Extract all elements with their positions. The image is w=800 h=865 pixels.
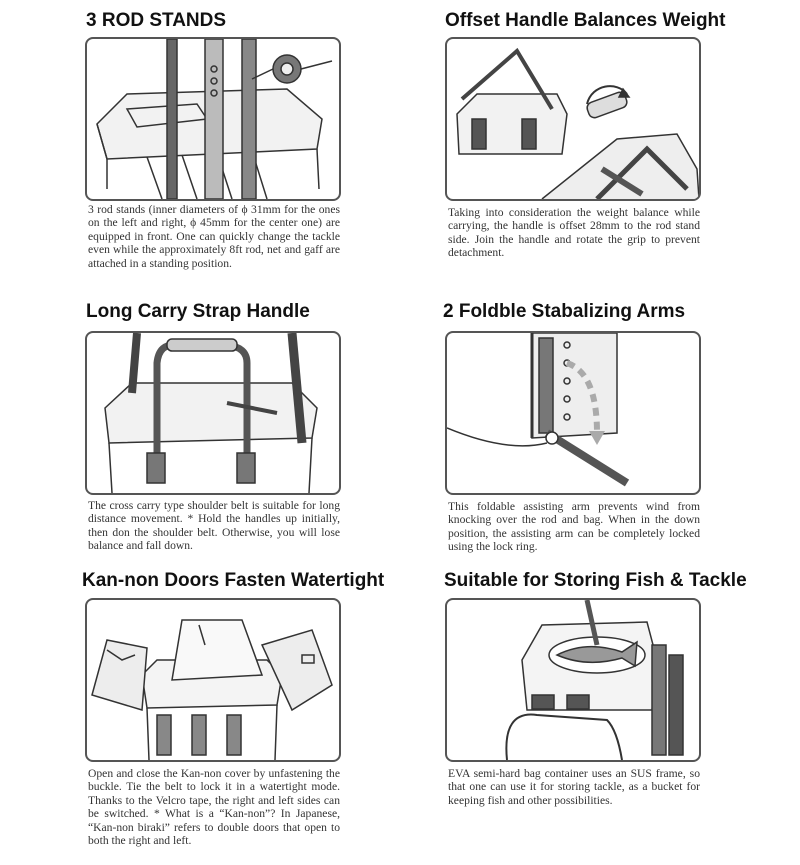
feature-description: Open and close the Kan-non cover by unfastening the buckle. Tie the belt to lock it in a watertight mode. Thanks to the Velcro tape, the right and left sides can be switched. * What is a “Kan-non”? In Japanese, “Kan-non biraki” refers to double doors that open to both the right and left. xyxy=(88,767,340,848)
carry-strap-illustration xyxy=(85,331,341,495)
feature-title: Kan-non Doors Fasten Watertight xyxy=(82,570,385,591)
feature-title: 3 ROD STANDS xyxy=(86,10,227,31)
kan-non-doors-illustration xyxy=(85,598,341,762)
feature-description: Taking into consideration the weight balance while carrying, the handle is offset 28mm to the rod stand side. Join the handle and rotate the grip to prevent detachment. xyxy=(448,206,700,260)
feature-description: 3 rod stands (inner diameters of ϕ 31mm for the ones on the left and right, ϕ 45mm for the center one) are equipped in front. One can quickly change the tackle even while the approximately 8ft rod, net and gaff are attached in a standing position. xyxy=(88,203,340,270)
feature-title: 2 Foldble Stabalizing Arms xyxy=(443,301,686,322)
stabilizing-arm-illustration xyxy=(445,331,701,495)
feature-carry-strap xyxy=(86,301,348,323)
feature-kan-non-doors xyxy=(82,570,385,592)
feature-offset-handle xyxy=(445,10,726,32)
feature-title: Suitable for Storing Fish & Tackle xyxy=(444,570,747,591)
feature-title: Long Carry Strap Handle xyxy=(86,301,310,322)
feature-fish-storage xyxy=(444,570,747,592)
feature-description: This foldable assisting arm prevents wind from knocking over the rod and bag. When in the down position, the assisting arm can be completely locked using the lock ring. xyxy=(448,500,700,554)
feature-description: EVA semi-hard bag container uses an SUS frame, so that one can use it for storing tackle, as a bucket for keeping fish and other possibilities. xyxy=(448,767,700,807)
feature-stabilizing-arms xyxy=(443,301,705,323)
feature-title: Offset Handle Balances Weight xyxy=(445,10,726,31)
feature-rod-stands xyxy=(86,10,348,32)
offset-handle-illustration xyxy=(445,37,701,201)
feature-description: The cross carry type shoulder belt is suitable for long distance movement. * Hold the handles up initially, then don the shoulder belt. Otherwise, you will lose balance and fall down. xyxy=(88,499,340,553)
fish-storage-illustration xyxy=(445,598,701,762)
rod-stands-illustration xyxy=(85,37,341,201)
